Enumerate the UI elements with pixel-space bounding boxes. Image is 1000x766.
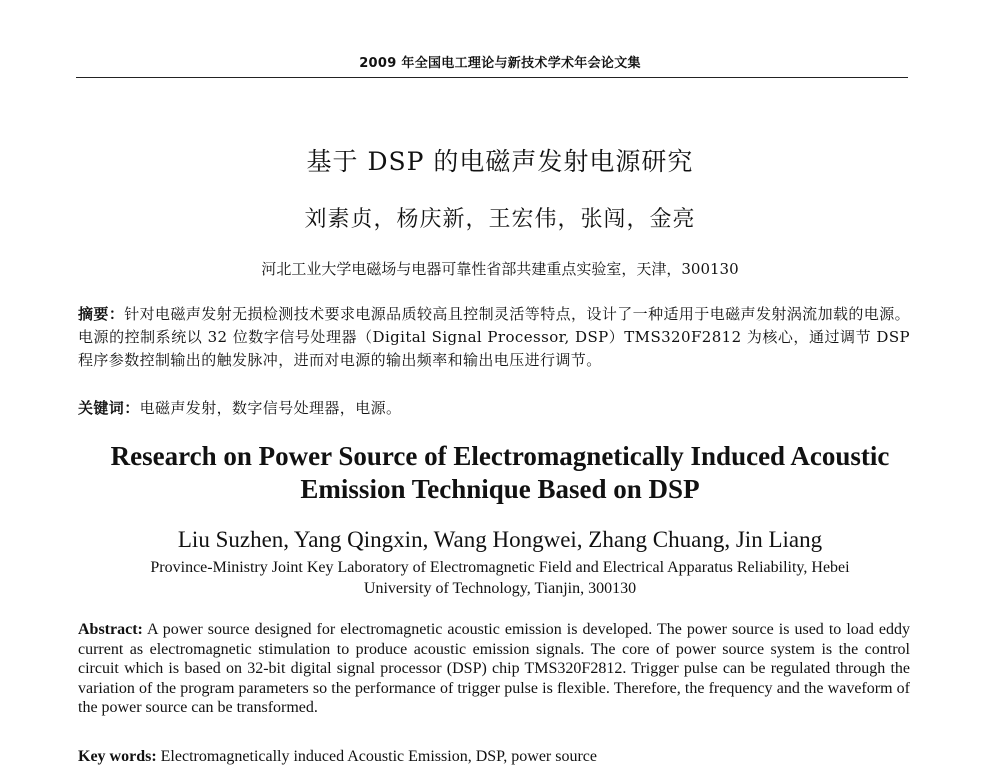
english-keywords-label: Key words: [78,748,157,765]
english-abstract-label: Abstract: [78,621,143,638]
english-affiliation-line1: Province-Ministry Joint Key Laboratory of Electromagnetic Field and Electrical Apparatus Reliability, Hebei [150,559,850,576]
chinese-affiliation: 河北工业大学电磁场与电器可靠性省部共建重点实验室，天津，300130 [261,260,739,278]
english-abstract [78,620,910,718]
chinese-authors: 刘素贞，杨庆新，王宏伟，张闯，金亮 [304,207,696,232]
english-keywords-text: Electromagnetically induced Acoustic Emission, DSP, power source [160,748,598,765]
chinese-keywords-label: 关键词： [78,399,140,417]
english-title [60,440,940,506]
english-authors: Liu Suzhen, Yang Qingxin, Wang Hongwei, Zhang Chuang, Jin Liang [177,527,823,552]
english-title-line1: Research on Power Source of Electromagnetically Induced Acoustic [110,441,890,471]
english-affiliation [90,557,910,599]
chinese-keywords-text: 电磁声发射，数字信号处理器，电源。 [139,399,402,417]
chinese-keywords [78,397,910,418]
running-header: 2009 年全国电工理论与新技术学术年会论文集 [359,56,641,71]
chinese-title: 基于 DSP 的电磁声发射电源研究 [306,147,694,176]
english-abstract-text: A power source designed for electromagnetic acoustic emission is developed. The power source is used to load eddy current as electromagnetic stimulation to produce acoustic emission signals. The core of power source system is the control circuit which is based on 32-bit digital signal processor (DSP) chip TMS320F2812. Trigger pulse can be regulated through the variation of the program parameters so the performance of trigger pulse is flexible. Therefore, the frequency and the waveform of the power source can be transformed. [78,621,911,716]
chinese-abstract-label: 摘要： [78,305,125,323]
english-keywords [78,748,910,766]
chinese-abstract-text: 针对电磁声发射无损检测技术要求电源品质较高且控制灵活等特点，设计了一种适用于电磁声发射涡流加载的电源。电源的控制系统以 32 位数字信号处理器（Digital Signal Processor, DSP）TMS320F2812 为核心，通过调节 DSP 程序参数控制输出的触发脉冲，进而对电源的输出频率和输出电压进行调节。 [78,305,911,369]
english-affiliation-line2: University of Technology, Tianjin, 300130 [363,580,637,597]
header-rule [76,77,908,78]
chinese-abstract [78,303,910,372]
english-title-line2: Emission Technique Based on DSP [300,474,700,504]
